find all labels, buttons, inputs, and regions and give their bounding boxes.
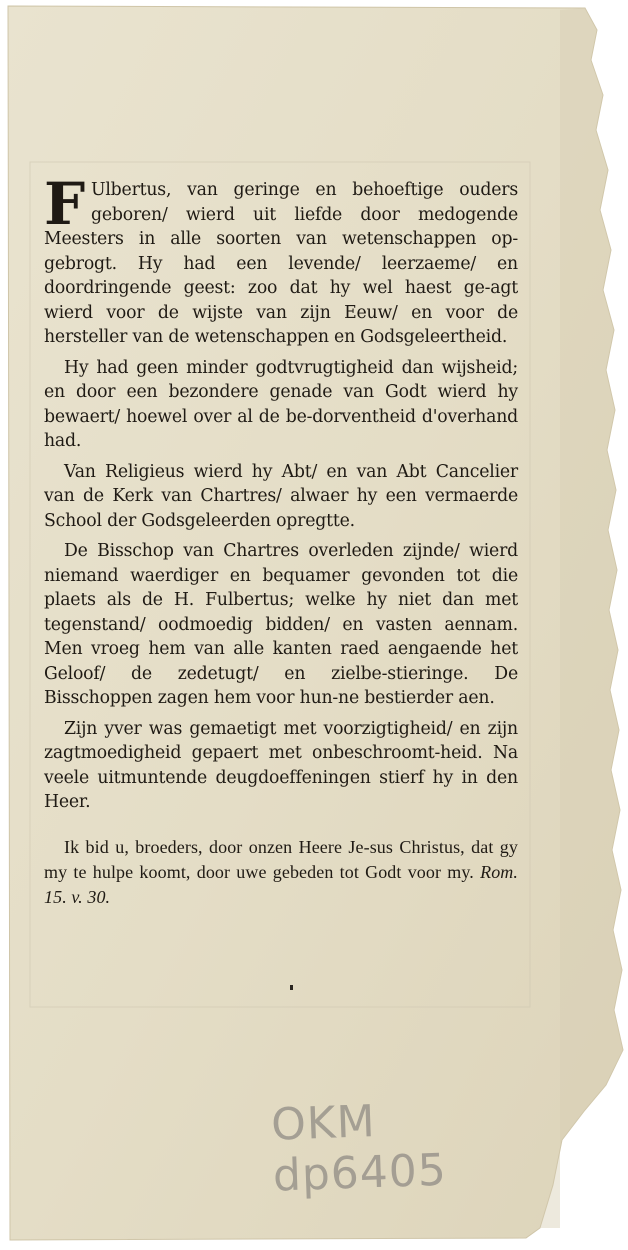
closing-prayer (44, 835, 518, 910)
prayer-text: Ik bid u, broeders, door onzen Heere Je-sus Christus, dat gy my te hulpe koomt, door uwe gebeden tot Godt voor my. (44, 836, 518, 882)
printed-text-block (44, 170, 518, 910)
pencil-inventory-number: OKM dp6405 (270, 1096, 448, 1202)
drop-cap: F (44, 170, 85, 238)
paragraph-1 (44, 170, 518, 350)
paragraph-1-text: Ulbertus, van geringe en behoeftige ouders geboren/ wierd uit liefde door medogende Meesters in alle soorten van wetenschappen op-gebrogt. Hy had een levende/ leerzaeme/ en doordringende geest: zoo dat hy wel haest ge-agt wierd voor de wijste van zijn Eeuw/ en voor de hersteller van de wetenschappen en Godsgeleertheid. (44, 180, 518, 347)
printer-mark (290, 985, 293, 990)
paragraph-5: Zijn yver was gemaetigt met voorzigtigheid/ en zijn zagtmoedigheid gepaert met onbeschroomt-heid. Na veele uitmuntende deugdoeffeningen stierf hy in den Heer. (44, 718, 518, 812)
paragraph-3: Van Religieus wierd hy Abt/ en van Abt Cancelier van de Kerk van Chartres/ alwaer hy een vermaerde School der Godsgeleerden opregtte. (44, 461, 518, 531)
paragraph-4: De Bisschop van Chartres overleden zijnde/ wierd niemand waerdiger en bequamer gevonden tot die plaets als de H. Fulbertus; welke hy niet dan met tegenstand/ oodmoedig bidden/ en vasten aennam. Men vroeg hem van alle kanten raed aengaende het Geloof/ de zedetugt/ en zielbe-stieringe. De Bisschoppen zagen hem voor hun-ne bestierder aen. (44, 541, 518, 708)
scripture-reference: Rom. 15. v. 30. (44, 861, 518, 907)
paragraph-2: Hy had geen minder godtvrugtigheid dan wijsheid; en door een bezondere genade van Godt wierd hy bewaert/ hoewel over al de be-dorventheid d'overhand had. (44, 357, 518, 451)
